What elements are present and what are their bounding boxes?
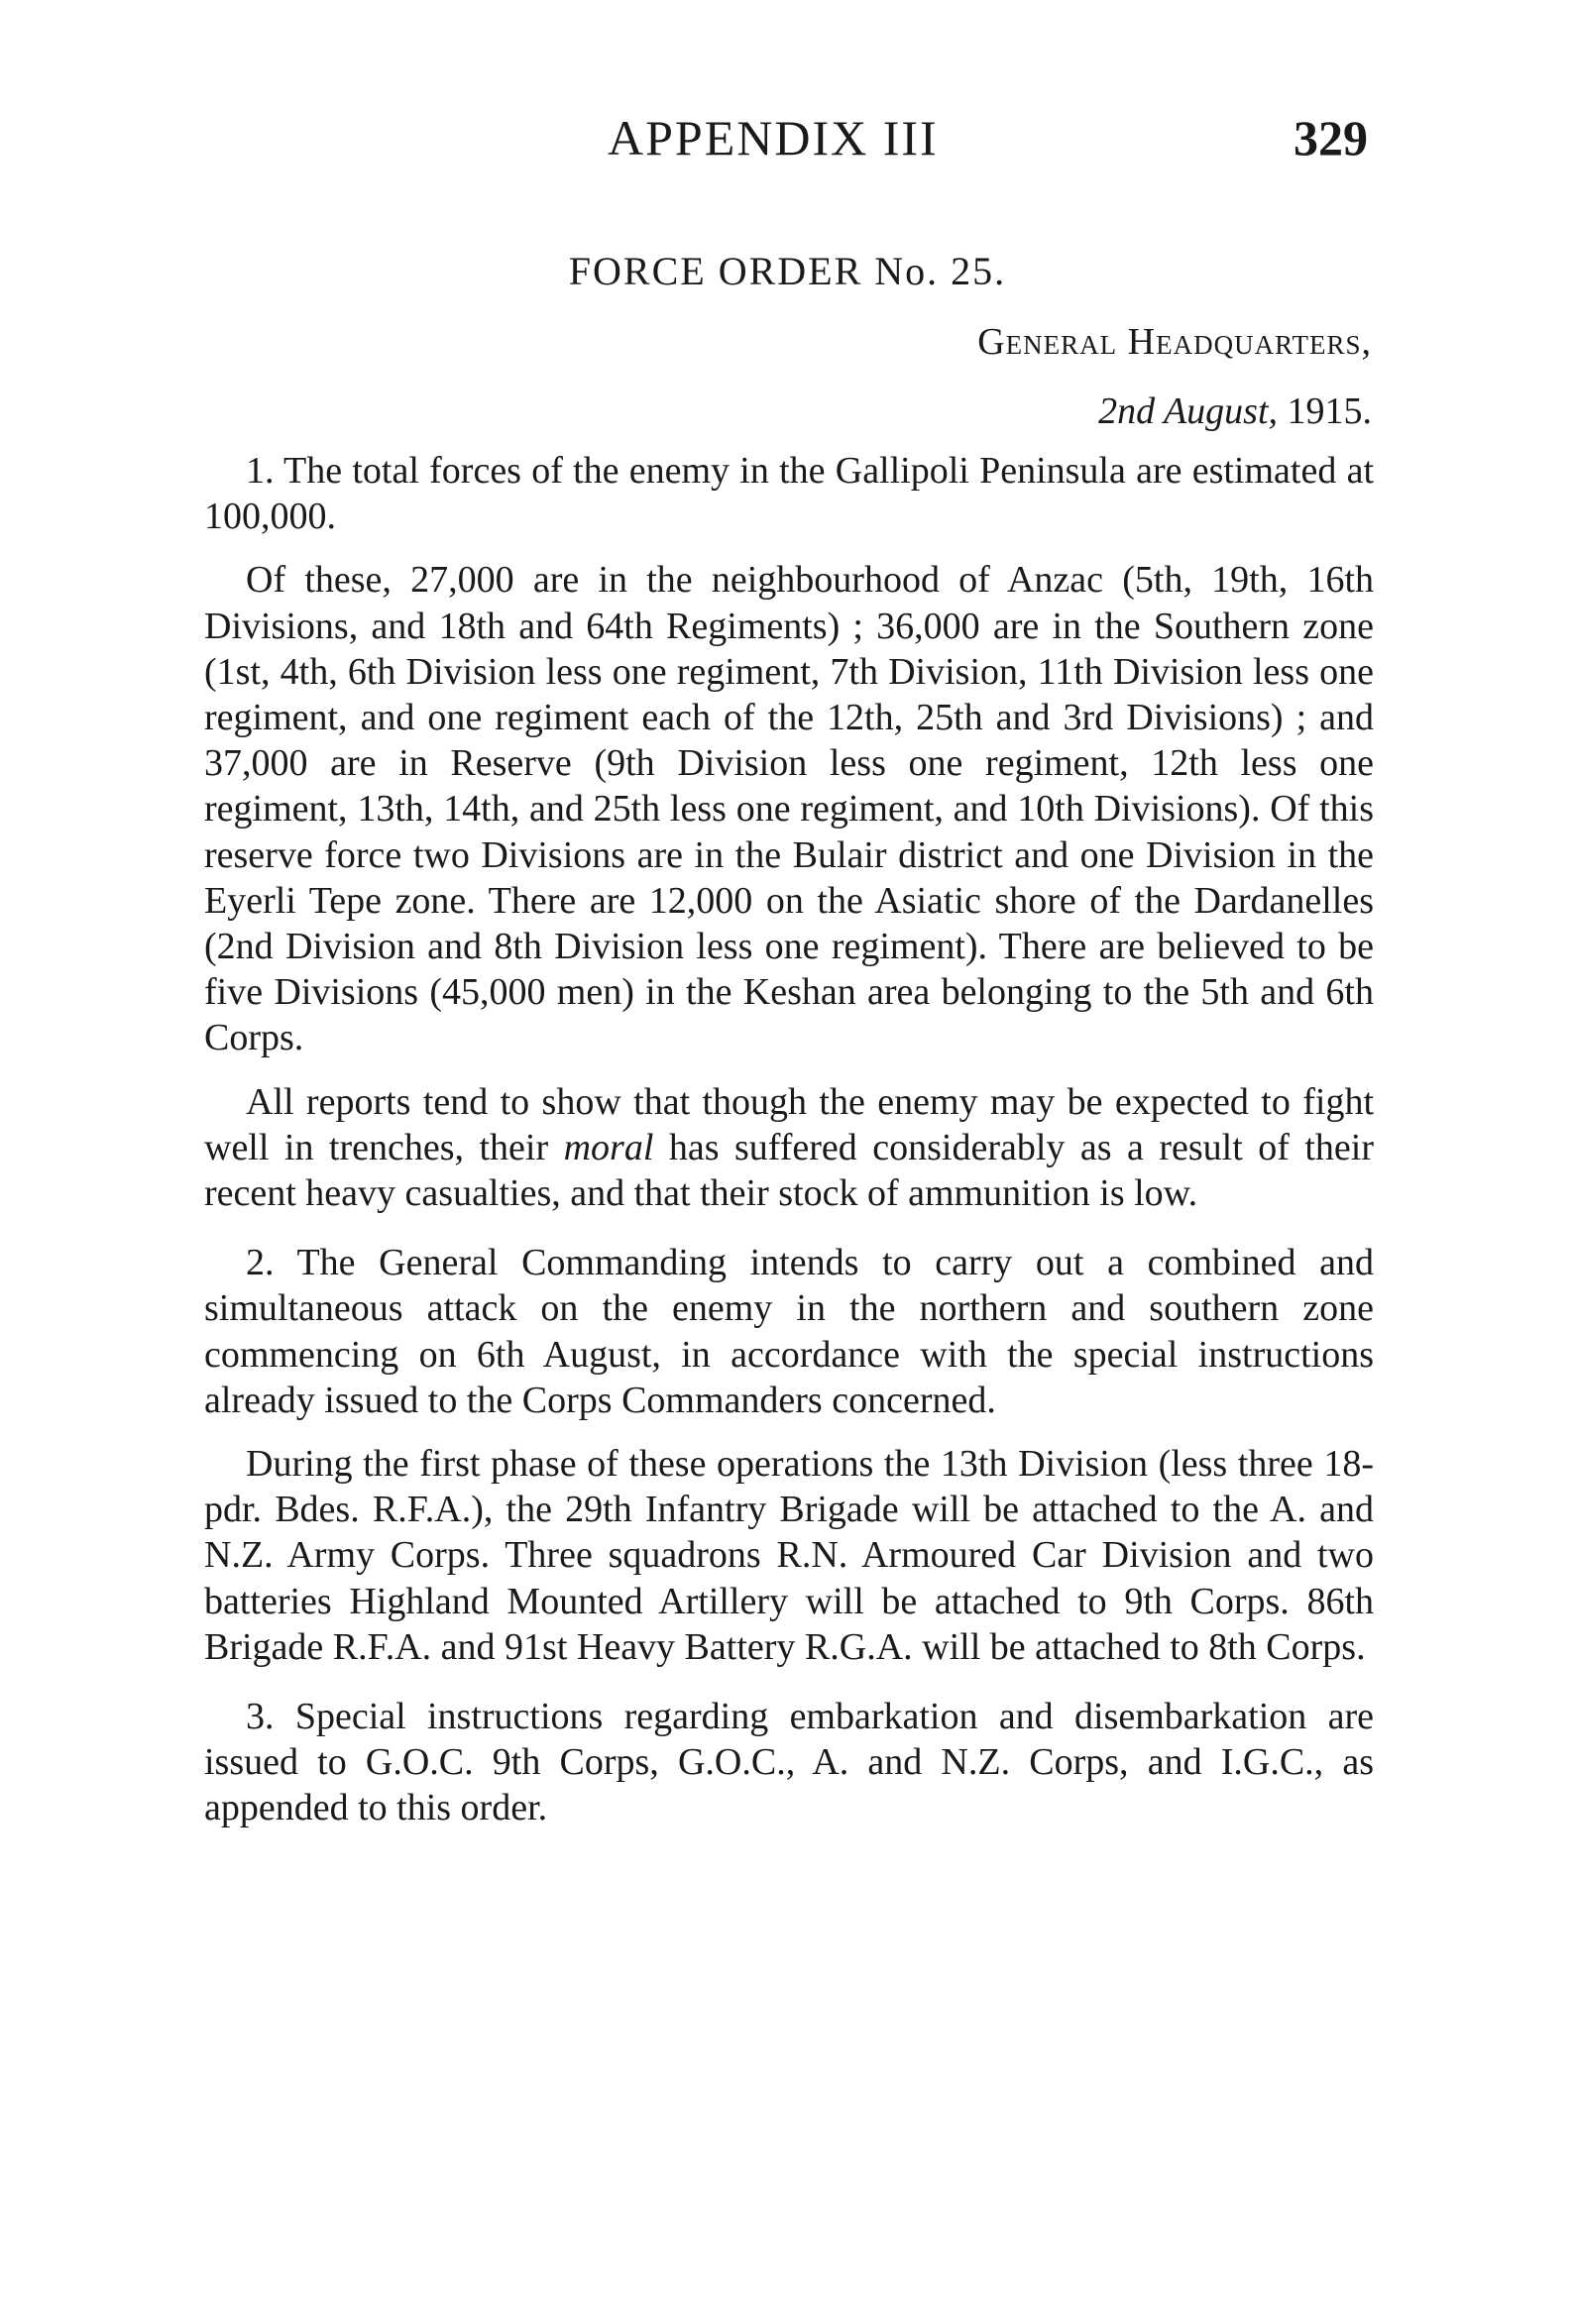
paragraph-1: 1. The total forces of the enemy in the Gallipoli Peninsula are estimated at 100,000. <box>204 450 1374 538</box>
paragraph-attachments: During the first phase of these operations the 13th Division (less three 18-pdr. Bdes. R.F.A.), the 29th Infantry Brigade will be attached to the A. and N.Z. Army Corps. Three squadrons R.N. Armoured Car Division and two batteries Highland Mounted Artillery will be attached to 9th Corps. 86th Brigade R.F.A. and 91st Heavy Battery R.G.A. will be attached to 8th Corps. <box>204 1443 1374 1668</box>
paragraph-3: 3. Special instructions regarding embarkation and disembarkation are issued to G.O.C. 9th Corps, G.O.C., A. and N.Z. Corps, and I.G.C., as appended to this order. <box>204 1696 1374 1829</box>
paragraph-enemy-morale-part-1: All reports tend to show that though the enemy may be expected to fight well in trenches, their <box>204 1080 1374 1168</box>
running-head <box>198 109 1368 178</box>
headquarters-line: General Headquarters, <box>977 321 1372 363</box>
paragraph-enemy-morale-part-2: has suffered considerably as a result of their recent heavy casualties, and that their stock of ammunition is low. <box>204 1126 1375 1215</box>
order-date-year: 1915. <box>1278 390 1372 432</box>
running-title: APPENDIX III <box>608 110 939 166</box>
order-body <box>204 448 1374 1849</box>
order-title: FORCE ORDER No. 25. <box>568 249 1007 293</box>
paragraph-enemy-morale <box>204 1079 1374 1217</box>
order-date-day-month: 2nd August, <box>1098 390 1278 432</box>
order-date <box>1098 389 1372 433</box>
page-number: 329 <box>1294 110 1368 166</box>
paragraph-2: 2. The General Commanding intends to carry out a combined and simultaneous attack on the enemy in the northern and southern zone commencing on 6th August, in accordance with the special instructions already issued to the Corps Commanders concerned. <box>204 1242 1374 1421</box>
paragraph-enemy-dispositions: Of these, 27,000 are in the neighbourhood of Anzac (5th, 19th, 16th Divisions, and 18th and 64th Regiments) ; 36,000 are in the Southern zone (1st, 4th, 6th Division less one regiment, 7th Division, 11th Division less one regiment, and one regiment each of the 12th, 25th and 3rd Divisions) ; and 37,000 are in Reserve (9th Division less one regiment, 12th less one regiment, 13th, 14th, and 25th less one regiment, and 10th Divisions). Of this reserve force two Divisions are in the Bulair district and one Division in the Eyerli Tepe zone. There are 12,000 on the Asiatic shore of the Dardanelles (2nd Division and 8th Division less one regiment). There are believed to be five Divisions (45,000 men) in the Keshan area belonging to the 5th and 6th Corps. <box>204 559 1374 1059</box>
paragraph-enemy-morale-italic: moral <box>563 1126 654 1168</box>
